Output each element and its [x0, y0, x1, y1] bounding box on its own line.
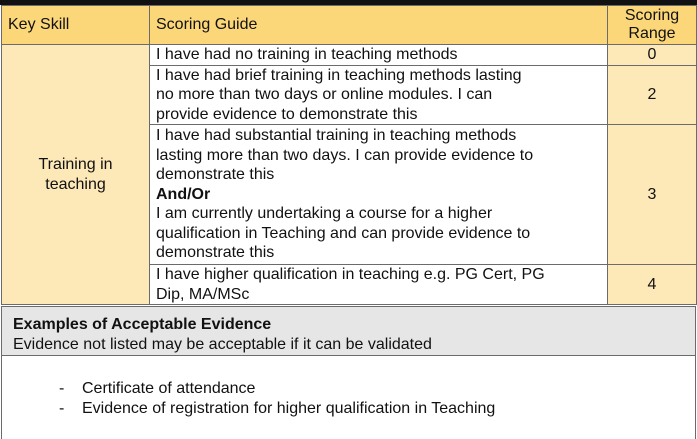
- evidence-header: [1, 306, 696, 355]
- list-item: [59, 399, 695, 419]
- scoring-guide-cell: [150, 65, 608, 125]
- scoring-guide-cell: [150, 45, 608, 66]
- guide-line: provide evidence to demonstrate this: [156, 105, 418, 123]
- score-cell: 3: [608, 125, 697, 265]
- bullet-dash: -: [59, 380, 65, 397]
- key-skill-cell: [2, 45, 150, 305]
- score-cell: 4: [608, 265, 697, 305]
- score-cell: 0: [608, 45, 697, 66]
- and-or-label: And/Or: [156, 185, 211, 203]
- guide-line: Dip, MA/MSc: [156, 285, 250, 303]
- guide-line: lasting more than two days. I can provide evidence to: [156, 146, 534, 164]
- scoring-guide-cell: [150, 125, 608, 265]
- evidence-subtitle: Evidence not listed may be acceptable if it can be validated: [13, 335, 432, 353]
- guide-line: I have higher qualification in teaching e.g. PG Cert, PG: [156, 266, 545, 284]
- bullet-dash: -: [59, 399, 65, 417]
- score-cell: 2: [608, 65, 697, 125]
- list-item: [59, 379, 695, 399]
- guide-line: I have had substantial training in teaching methods: [156, 127, 517, 145]
- guide-line: qualification in Teaching and can provide evidence to: [156, 224, 531, 242]
- evidence-list-panel: [1, 355, 696, 439]
- key-skill-line: Training in: [38, 156, 113, 174]
- scoring-range-header: [608, 6, 697, 45]
- table-header-row: [2, 6, 697, 45]
- list-item-text: Evidence of registration for higher qualification in Teaching: [82, 399, 496, 417]
- guide-line: I have had no training in teaching methods: [156, 46, 458, 63]
- list-item-text: Certificate of attendance: [82, 380, 256, 397]
- table-row: [2, 45, 697, 66]
- evidence-title: Examples of Acceptable Evidence: [13, 316, 272, 333]
- scoring-table: [1, 5, 697, 305]
- guide-line: demonstrate this: [156, 166, 275, 184]
- guide-line: no more than two days or online modules. I can: [156, 86, 493, 104]
- scoring-range-header-line: Range: [628, 25, 676, 42]
- guide-line: I have had brief training in teaching methods lasting: [156, 66, 522, 84]
- guide-line: I am currently undertaking a course for a higher: [156, 205, 493, 223]
- key-skill-header: Key Skill: [2, 6, 150, 45]
- guide-line: demonstrate this: [156, 244, 275, 262]
- scoring-guide-header: Scoring Guide: [150, 6, 608, 45]
- key-skill-line: teaching: [45, 175, 106, 193]
- scoring-range-header-line: Scoring: [624, 7, 680, 25]
- scoring-guide-cell: [150, 265, 608, 305]
- evidence-list: [59, 379, 695, 418]
